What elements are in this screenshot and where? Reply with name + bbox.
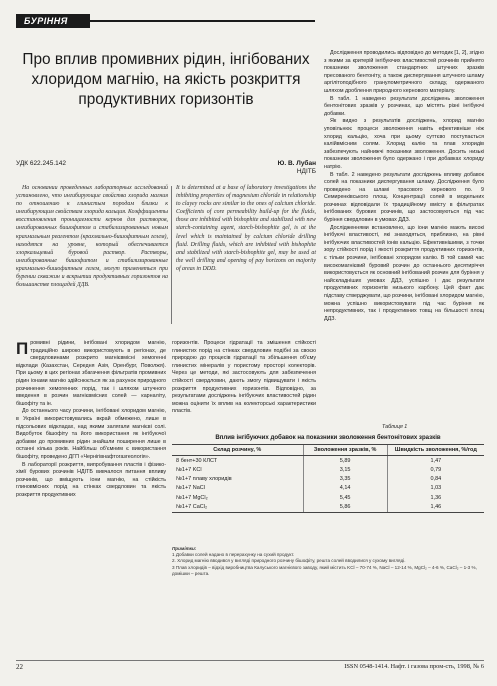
body-paragraph: Дослідження проводились відповідно до методик [1, 2], згідно з якими за критерій інгібуючих властивостей розчинів прийнято показники зволоження стандартних штучних зразків пресованого бентоніту, а також диспергування штучного шламу аргілітоподібного гранулометричного складу, одержаного шляхом дроблення природного кернового матеріалу. <box>324 50 484 94</box>
table-cell: 1,03 <box>387 484 484 493</box>
note-item: 2. Хлорид магнію вводився у вигляді природного розчину бішофіту, решта солей вводилися у сухому вигляді. <box>172 558 406 564</box>
abstract-divider <box>171 186 172 324</box>
body-paragraph: ромивні рідини, інгібовані хлоридом магнію, традиційно широко використовують в регіонах, де свердловинами розкрито магнієвмісні хемогенні відклади (Казахстан, Середня Азія, Оренбург, Поволжя). При цьому в цих регіонах збагачення фільтратів промивних рідин іонами магнію здійснюється як за рахунок природного розчинення хемогенних порід, так і шляхом штучного введення в розчин магнієвмісних солей — карналіту, бішофіту та ін. <box>16 340 166 407</box>
section-tag: БУРІННЯ <box>16 14 90 28</box>
table-row <box>172 493 484 502</box>
body-column-2 <box>172 340 316 416</box>
body-paragraph: горизонтів. Процеси гідратації та змішення стійкості глинистих порід на стінках свердловин подібні за своєю природою до процесів гідратації та збільшення об'єму глинистих мінералів у пористому просторі колекторів. Через це методи, які застосовують для забезпечення стійкості свердловин, дають змогу підвищувати і якість розкриття продуктивних горизонтів. Відповідно, за результатами досліджень інгібуючих властивостей рідин можна оцінити їх вплив на колекторські характеристики пластів. <box>172 340 316 415</box>
table-cell: 5,45 <box>303 493 387 502</box>
table-row <box>172 456 484 466</box>
section-rule <box>90 20 315 22</box>
table-cell: 3,15 <box>303 465 387 474</box>
article-title: Про вплив промивних рідин, інгібованих хлоридом магнію, на якість розкриття продуктивних горизонтів <box>22 51 310 108</box>
body-paragraph: В табл. 1 наведено результати досліджень зволоження бентонітових зразків у розчинах, що містять різні інгібуючі добавки. <box>324 95 484 117</box>
journal-citation: ISSN 0548-1414. Нафт. і газова пром-сть, 1998, № 6 <box>344 663 484 670</box>
table-cell: 1,46 <box>387 502 484 512</box>
table-cell: №1+7 CaCl₂ <box>172 502 303 512</box>
table-cell: 8 бент+30 КЛСТ <box>176 457 218 464</box>
table-title: Вплив інгібуючих добавок на показники зволоження бентонітових зразків <box>215 434 441 441</box>
table-cell: №1+7 плаву хлоридів <box>176 476 232 483</box>
body-paragraph: Як видно з результатів досліджень, хлорид магнію уповільнює процеси зволоження навіть ефективніше ніж хлорид кальцію, хоча при цьому суттєво поступається калійвмісним солям. Хлорид калію та плав хлоридів забезпечують найнижчі показники зволоження. Досить низькі показники зволоження було одержано і при добавках хлориду натрію. <box>324 118 484 170</box>
author-name: Ю. В. Лубан <box>277 160 316 167</box>
table-row <box>172 475 484 484</box>
abstract-english: It is determined at a base of laboratory investigations the inhibiting properties of magnesium chloride in relationship to clayey rocks are similar to the ones of calcium chloride. Coefficients of core permeability build-up for the fluids, those are inhibited with bishophite and stabilized with new starch-containing agent, starch-bishophite gel, is at the level which is maintained by calcium chloride drilling fluid. Drilling fluids, which are inhibited with bishophite and stabilized with starch-bishophite gel, may be used at the well drilling and opening of pay horizons on majority of areas in DDD. <box>176 185 316 272</box>
body-paragraph: В табл. 2 наведено результати досліджень впливу добавок солей на показники диспергування шламу. Дослідження було проведено на шламі трасового кернового по. 9 Семиренківського площ. Концентрації солей в модельних розчинах відповідали їх традиційному вмісту в фільтратах інгібованих бурових розчинів, що застосовуються під час буріння свердловин в умовах ДДЗ. <box>324 171 484 224</box>
table-cell: 5,86 <box>303 502 387 512</box>
table-cell: 1,36 <box>387 493 484 502</box>
table-row <box>172 484 484 493</box>
body-column-1 <box>16 340 166 499</box>
udc-code: УДК 622.245.142 <box>16 160 66 167</box>
body-column-3 <box>324 50 484 323</box>
table-caption: Таблиця 1 <box>382 424 408 430</box>
body-paragraph: Дослідженнями встановлено, що іони магнію мають високі інгібуючі властивості, які знаходяться, приблизно, на рівні інгібуючих властивостей іонів кальцію. Ефективнішими, з точки зору стійкості порід і якості розкриття продуктивних горизонтів, є тільки розчини, інгібовані хлоридом калію. В той самий час високомагнієвий буровий розчин до останнього десятиріччя використовується як основний інгібований розчин для буріння у найскладніших умовах ДДЗ, успішно і дає результати продуктивних горизонтів низького карбону. Цей факт дає підставу стверджувати, що розчини, інгібовані хлоридом магнію, можна успішно використовувати під час буріння як непродуктивних, так і продуктивних товщ на більшості площ ДДЗ. <box>324 224 484 322</box>
table-header: Зволоження зразків, % <box>303 445 387 456</box>
table-notes <box>172 546 484 577</box>
table-row <box>172 465 484 474</box>
table-cell: 5,89 <box>303 456 387 466</box>
page-number: 22 <box>16 663 23 671</box>
author-org: НДІТБ <box>296 168 316 175</box>
data-table <box>172 444 484 513</box>
table-row <box>172 502 484 512</box>
table-cell: 3,35 <box>303 475 387 484</box>
note-item: 1 Добавки солей надано в перерахунку на сухий продукт. <box>172 552 295 558</box>
table-header: Швидкість зволоження, %/год <box>387 445 484 456</box>
body-paragraph: В лабораторії розкриття, випробування пластів і фізико-хімії бурових розчинів НДІТБ вивчалося питання впливу розчинів, що вміщують іони магнію, на стійкість глиновмісних порід на стінках свердловин та якість розкриття продуктивних <box>16 461 166 498</box>
footer-rule <box>16 660 484 661</box>
table-cell: №1+7 MgCl₂ <box>176 494 208 501</box>
table-cell: 0,79 <box>387 465 484 474</box>
drop-cap: П <box>16 339 29 358</box>
note-item: 3 Плав хлоридів – відхід виробництва Калуського магнієвого заводу, який містить KCl – 70-74 %, NaCl – 12-14 %, MgCl₂ – 4-6 %, CaCl₂ – 1-3 %, домішки – решта. <box>172 564 477 576</box>
author-block <box>200 160 316 176</box>
body-paragraph: До останнього часу розчини, інгібовані хлоридом магнію, в Україні використовувались вкрай обмежено, лише в підсольових відкладах, над якими залягали магнієві солі. Видобуток бішофіту та його використання як інгібуючої добавки до промивних рідин знайшли поширення лише в останні кілька років. Найбільш об'ємним є використання бішофіту, проведено ДГП «Чернігівнафтогазгеологія». <box>16 408 166 460</box>
table-cell: №1+7 KCl <box>176 466 202 473</box>
table-cell: 0,84 <box>387 475 484 484</box>
abstract-russian: На основании проведенных лабораторных исследований установлено, что ингибирующие свойства хлорида магния по отношению к глинистым породам близки к ингибирующим свойствам хлорида кальция. Коэффициенты восстановления проницаемости кернов для растворов, ингибированных бишофитом и стабилизированных новым крахмальным реагентом (крахмально-бишофитным гелем), находятся на уровне, который обеспечивается хлоркальцевый буровой раствор. Растворы, ингибированные бишофитом и стабилизированные крахмально-бишофитным гелем, могут применяться при бурении скважин и вскрытии продуктивных горизонтов на большинстве площадей ДДВ. <box>16 185 168 289</box>
notes-title: Примітки: <box>172 546 197 551</box>
table-header-row <box>172 445 484 456</box>
table-cell: 1,47 <box>387 456 484 466</box>
table-cell: №1+7 NaCl <box>176 485 205 492</box>
table-cell: 4,14 <box>303 484 387 493</box>
table-header: Склад розчину, % <box>172 445 303 456</box>
